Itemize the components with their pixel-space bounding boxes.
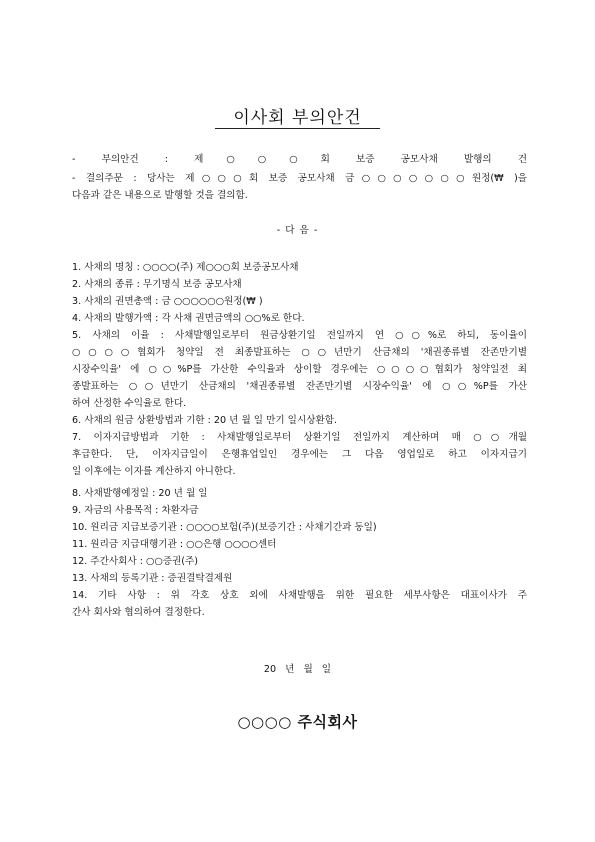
list-item: 9. 자금의 사용목적 : 차환자금 — [72, 505, 199, 516]
list-item: 2. 사채의 종류 : 무기명식 보증 공모사채 — [72, 279, 242, 290]
list-item: 12. 주간사회사 : ○○증권(주) — [72, 556, 199, 567]
title-underline — [215, 128, 380, 129]
resolution-line-cont: 다음과 같은 내용으로 발행할 것을 결의함. — [72, 190, 248, 201]
date-line: 20 년 월 일 — [263, 664, 332, 675]
list-item: 8. 사채발행예정일 : 20 년 월 일 — [72, 488, 208, 499]
list-item: 일 이후에는 이자를 계산하지 아니한다. — [72, 466, 236, 477]
resolution-line: - 결의주문 : 당사는 제○○○회 보증 공모사채 금○○○○○○○원정(₩ )을 — [72, 173, 527, 184]
separator-heading: - 다 음 - — [276, 225, 319, 236]
agenda-line: - 부의안건 : 제○○○회 보증 공모사채 발행의 건 — [72, 154, 527, 165]
list-item: 하여 산정한 수익율로 한다. — [72, 398, 187, 409]
list-item: 후급한다. 단, 이자지급일이 은행휴업일인 경우에는 그 다음 영업일로 하고 이자지급기 — [72, 449, 527, 460]
list-item: 1. 사채의 명칭 : ○○○○(주) 제○○○회 보증공모사채 — [72, 262, 299, 273]
list-item: 종발표하는 ○○년만기 산금채의 '채권종류별 잔존만기별 시장수익율' 에 ○○%P를 가산 — [72, 381, 527, 392]
list-item: 간사 회사와 협의하여 결정한다. — [72, 607, 205, 618]
list-item: 3. 사채의 권면총액 : 금 ○○○○○○원정(₩ ) — [72, 296, 263, 307]
list-item: 14. 기타 사항 : 위 각호 상호 외에 사채발행을 위한 필요한 세부사항은 대표이사가 주 — [72, 590, 527, 601]
list-item: 7. 이자지급방법과 기한 : 사채발행일로부터 상환기일 전일까지 계산하며 매 ○○개월 — [72, 432, 527, 443]
list-item: 시장수익율' 에 ○○%P를 가산한 수익율과 상이할 경우에는 ○○○○협회가 청약일전 최 — [72, 364, 527, 375]
list-item: 4. 사채의 발행가액 : 각 사채 권면금액의 ○○%로 한다. — [72, 313, 305, 324]
list-item: 13. 사채의 등록기관 : 증권결탁결제원 — [72, 573, 233, 584]
list-item: 11. 원리금 지급대행기관 : ○○은행 ○○○○센터 — [72, 539, 277, 550]
list-item: 10. 원리금 지급보증기관 : ○○○○보험(주)(보증기간 : 사채기간과 동일) — [72, 522, 377, 533]
company-name: ○○○○ 주식회사 — [237, 713, 358, 731]
page-title: 이사회 부의안건 — [233, 108, 362, 128]
list-item: 5. 사채의 이율 : 사채발행일로부터 원금상환기일 전일까지 연 ○○%로 하되, 동이율이 — [72, 330, 527, 341]
list-item: 6. 사채의 원금 상환방법과 기한 : 20 년 월 일 만기 일시상환함. — [72, 415, 338, 426]
list-item: ○○○○협회가 청약일 전 최종발표하는 ○○년만기 산금채의 '채권종류별 잔존만기별 — [72, 347, 527, 358]
